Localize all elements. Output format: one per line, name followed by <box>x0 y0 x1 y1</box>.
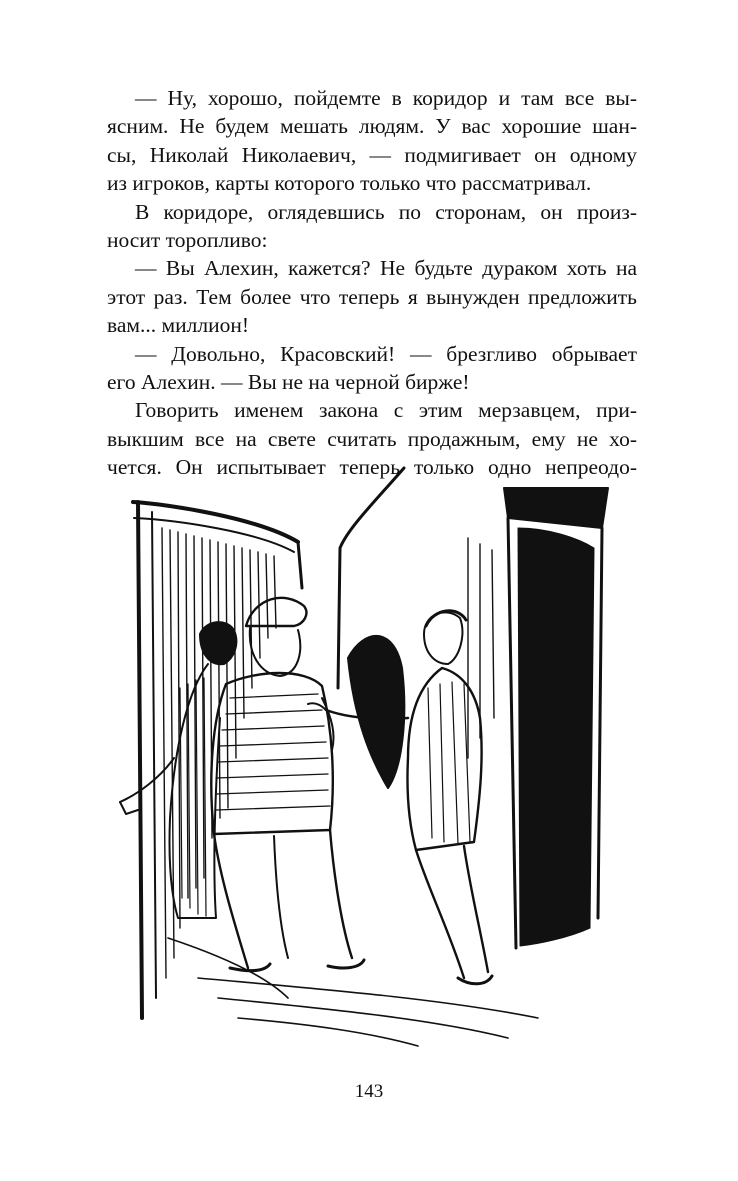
text-line: этот раз. Тем более что теперь я вынужден предложить <box>107 284 637 309</box>
text-line: носит торопливо: <box>107 227 268 252</box>
text-line: вам... миллион! <box>107 313 250 338</box>
right-doorway <box>468 488 608 948</box>
text-line: из игроков, карты которого только что рассматривал. <box>107 171 592 196</box>
text-line: — Ну, хорошо, пойдемте в коридор и там все вы- <box>135 86 637 110</box>
text-line: — Довольно, Красовский! — брезгливо обрывает <box>135 341 637 366</box>
floor-lines <box>168 938 538 1046</box>
text-line: выкшим все на свете считать продажным, ему не хо- <box>107 426 637 451</box>
left-door-hatching <box>162 528 276 978</box>
text-line: сы, Николай Николаевич, — подмигивает он одному <box>107 142 637 167</box>
text-line: его Алехин. — Вы не на черной бирже! <box>107 369 470 394</box>
illustration-ink-drawing <box>108 458 628 1054</box>
body-text <box>107 84 637 481</box>
text-line: В коридоре, оглядевшись по сторонам, он произ- <box>135 199 637 224</box>
text-line: — Вы Алехин, кажется? Не будьте дураком хоть на <box>135 256 637 281</box>
text-line: Говорить именем закона с этим мерзавцем, при- <box>135 398 637 423</box>
text-line: ясним. Не будем мешать людям. У вас хорошие шан- <box>107 114 637 139</box>
text-line: чется. Он испытывает теперь только одно непреодо- <box>107 455 637 480</box>
page-number: 143 <box>354 1081 384 1102</box>
wall-shadow <box>348 636 404 788</box>
